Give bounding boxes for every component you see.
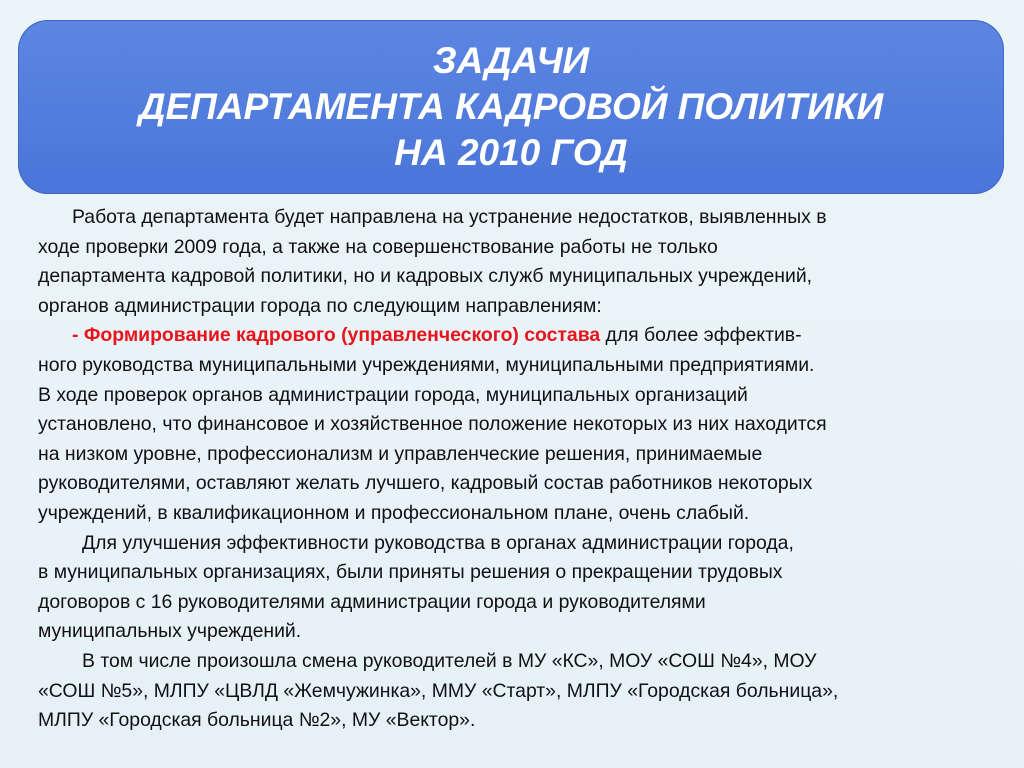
paragraph-2-line-3: В ходе проверок органов администрации города, муниципальных организаций (38, 383, 748, 406)
paragraph-3-line-3: договоров с 16 руководителями администрации города и руководителями (38, 590, 706, 613)
paragraph-2-line-2: ного руководства муниципальными учреждениями, муниципальными предприятиями. (38, 353, 815, 376)
paragraph-4-line-1: В том числе произошла смена руководителей в МУ «КС», МОУ «СОШ №4», МОУ (82, 649, 817, 672)
paragraph-2-line-5: на низком уровне, профессионализм и управленческие решения, принимаемые (38, 442, 763, 465)
paragraph-1-line-2: ходе проверки 2009 года, а также на совершенствование работы не только (38, 235, 718, 258)
title-line-1: ЗАДАЧИ (432, 40, 590, 81)
paragraph-1-line-1: Работа департамента будет направлена на устранение недостатков, выявленных в (72, 206, 827, 228)
paragraph-3-line-4: муниципальных учреждений. (38, 620, 302, 643)
paragraph-2-line-6: руководителями, оставляют желать лучшего, кадровый состав работников некоторых (38, 472, 813, 495)
paragraph-2-line-4: установлено, что финансовое и хозяйственное положение некоторых из них находится (38, 413, 827, 436)
paragraph-4-line-2: «СОШ №5», МЛПУ «ЦВЛД «Жемчужинка», ММУ «Старт», МЛПУ «Городская больница», (38, 679, 839, 702)
paragraph-4-line-3: МЛПУ «Городская больница №2», МУ «Вектор». (38, 709, 476, 732)
paragraph-2-line-1 (38, 321, 978, 351)
paragraph-2-line-7: учреждений, в квалификационном и профессиональном плане, очень слабый. (38, 501, 750, 524)
body-text (38, 203, 978, 736)
title-line-3: НА 2010 ГОД (394, 132, 628, 173)
paragraph-2-continuation: для более эффектив- (600, 324, 802, 347)
paragraph-3-line-2: в муниципальных организациях, были приняты решения о прекращении трудовых (38, 561, 783, 584)
title-line-2: ДЕПАРТАМЕНТА КАДРОВОЙ ПОЛИТИКИ (138, 86, 884, 127)
highlighted-direction: - Формирование кадрового (управленческого) состава (72, 324, 601, 347)
paragraph-1-line-4: органов администрации города по следующим направлениям: (38, 294, 602, 317)
title-banner (18, 20, 1004, 194)
paragraph-1-line-3: департамента кадровой политики, но и кадровых служб муниципальных учреждений, (38, 265, 813, 288)
paragraph-3-line-1: Для улучшения эффективности руководства в органах администрации города, (82, 531, 794, 554)
